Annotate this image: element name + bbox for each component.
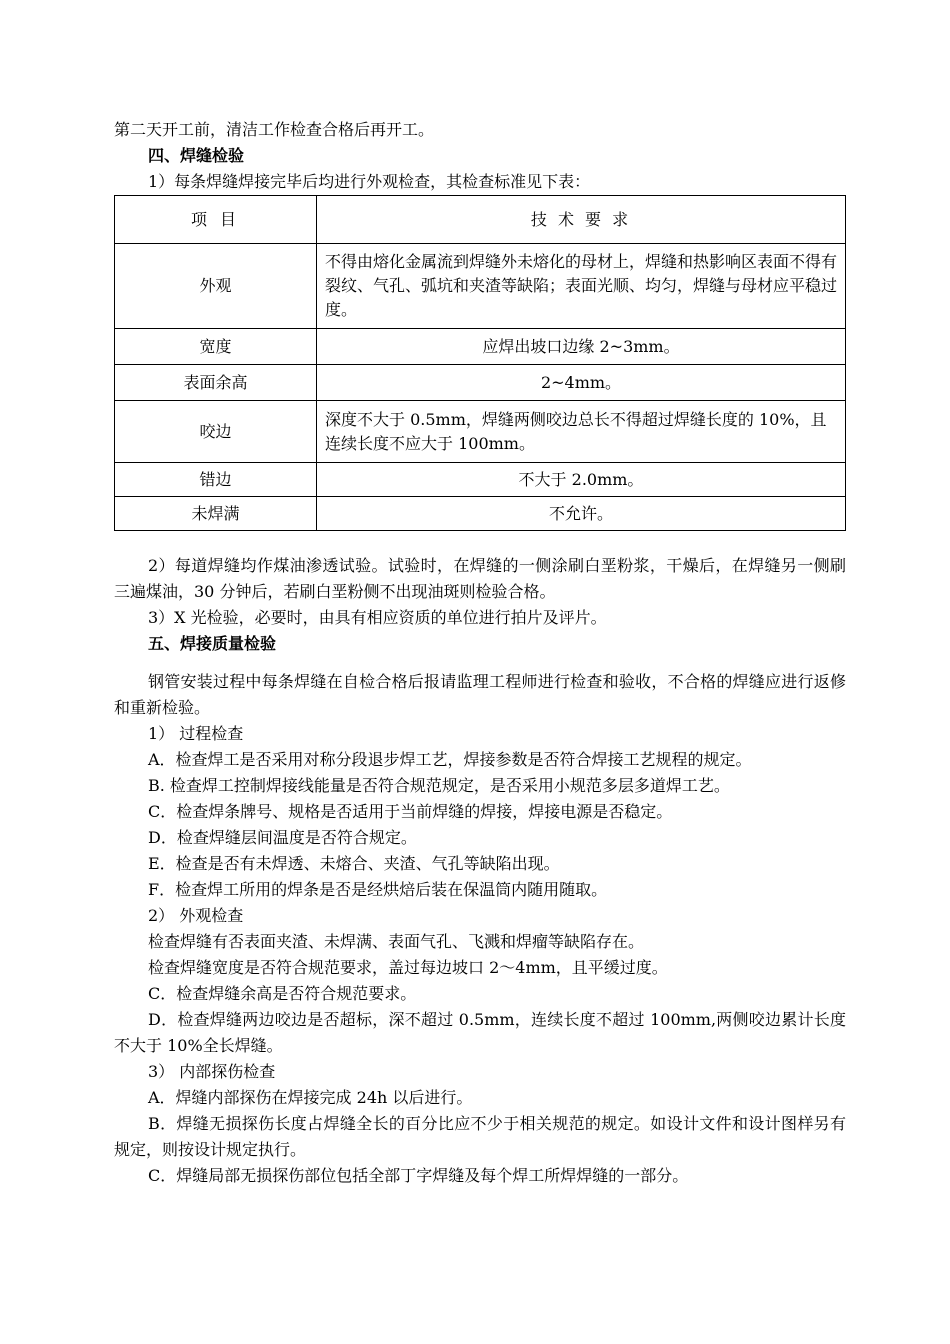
- table-cell-item: 错边: [115, 463, 317, 497]
- subheading-internal-inspection: 3） 内部探伤检查: [148, 1062, 276, 1081]
- list-item: C．检查焊缝余高是否符合规范要求。: [148, 984, 417, 1003]
- table-row: [115, 497, 846, 531]
- list-item: D．检查焊缝两边咬边是否超标，深不超过 0.5mm，连续长度不超过 100mm,两侧咬边累计长度不大于 10%全长焊缝。: [114, 1010, 846, 1055]
- paragraph-visual-check-intro: 1）每条焊缝焊接完毕后均进行外观检查，其检查标准见下表：: [148, 172, 591, 191]
- table-header-requirement: [317, 196, 846, 244]
- document-page: [114, 117, 846, 1189]
- table-cell-item: 未焊满: [115, 497, 317, 531]
- section-heading-weld-inspection: 四、焊缝检验: [148, 146, 245, 165]
- list-item: F．检查焊工所用的焊条是否是经烘焙后装在保温筒内随用随取。: [148, 880, 608, 899]
- table-cell-requirement: 不得由熔化金属流到焊缝外未熔化的母材上，焊缝和热影响区表面不得有裂纹、气孔、弧坑和夹渣等缺陷；表面光顺、均匀，焊缝与母材应平稳过度。: [317, 244, 846, 329]
- table-header-item: [115, 196, 317, 244]
- list-item: B．焊缝无损探伤长度占焊缝全长的百分比应不少于相关规范的规定。如设计文件和设计图样另有规定，则按设计规定执行。: [114, 1114, 846, 1159]
- table-header-item-text: 项 目: [190, 209, 241, 229]
- table-cell-requirement: 2~4mm。: [317, 365, 846, 401]
- paragraph-continuation: 第二天开工前，清洁工作检查合格后再开工。: [114, 120, 435, 139]
- table-row: [115, 329, 846, 365]
- list-item: C．焊缝局部无损探伤部位包括全部丁字焊缝及每个焊工所焊焊缝的一部分。: [148, 1166, 689, 1185]
- table-row: [115, 244, 846, 329]
- list-item: A．检查焊工是否采用对称分段退步焊工艺，焊接参数是否符合焊接工艺规程的规定。: [148, 750, 752, 769]
- weld-standard-table: [114, 195, 846, 531]
- table-header-requirement-text: 技 术 要 求: [530, 209, 632, 229]
- table-cell-item: 咬边: [115, 401, 317, 463]
- table-row: [115, 365, 846, 401]
- paragraph-quality-intro: 钢管安装过程中每条焊缝在自检合格后报请监理工程师进行检查和验收，不合格的焊缝应进行返修和重新检验。: [114, 672, 846, 717]
- table-cell-item: 表面余高: [115, 365, 317, 401]
- subheading-visual-check: 2） 外观检查: [148, 906, 244, 925]
- subheading-process-check: 1） 过程检查: [148, 724, 244, 743]
- list-item: D．检查焊缝层间温度是否符合规定。: [148, 828, 417, 847]
- table-cell-requirement: 应焊出坡口边缘 2~3mm。: [317, 329, 846, 365]
- list-item: 检查焊缝有否表面夹渣、未焊满、表面气孔、飞溅和焊瘤等缺陷存在。: [148, 932, 645, 951]
- table-header-row: [115, 196, 846, 244]
- table-row: [115, 401, 846, 463]
- list-item: B. 检查焊工控制焊接线能量是否符合规范规定，是否采用小规范多层多道焊工艺。: [148, 776, 730, 795]
- table-cell-item: 外观: [115, 244, 317, 329]
- list-item: E．检查是否有未焊透、未熔合、夹渣、气孔等缺陷出现。: [148, 854, 560, 873]
- table-cell-requirement: 不允许。: [317, 497, 846, 531]
- paragraph-kerosene-test: 2）每道焊缝均作煤油渗透试验。试验时，在焊缝的一侧涂刷白垩粉浆，干燥后，在焊缝另一侧刷三遍煤油，30 分钟后，若刷白垩粉侧不出现油斑则检验合格。: [114, 556, 846, 601]
- table-cell-requirement: 深度不大于 0.5mm，焊缝两侧咬边总长不得超过焊缝长度的 10%，且连续长度不应大于 100mm。: [317, 401, 846, 463]
- list-item: 检查焊缝宽度是否符合规范要求，盖过每边坡口 2～4mm，且平缓过度。: [148, 958, 668, 977]
- paragraph-xray-test: 3）X 光检验，必要时，由具有相应资质的单位进行拍片及评片。: [148, 608, 607, 627]
- table-cell-item: 宽度: [115, 329, 317, 365]
- list-item: A．焊缝内部探伤在焊接完成 24h 以后进行。: [148, 1088, 473, 1107]
- table-cell-requirement: 不大于 2.0mm。: [317, 463, 846, 497]
- table-row: [115, 463, 846, 497]
- section-heading-weld-quality: 五、焊接质量检验: [148, 634, 277, 653]
- list-item: C．检查焊条牌号、规格是否适用于当前焊缝的焊接，焊接电源是否稳定。: [148, 802, 673, 821]
